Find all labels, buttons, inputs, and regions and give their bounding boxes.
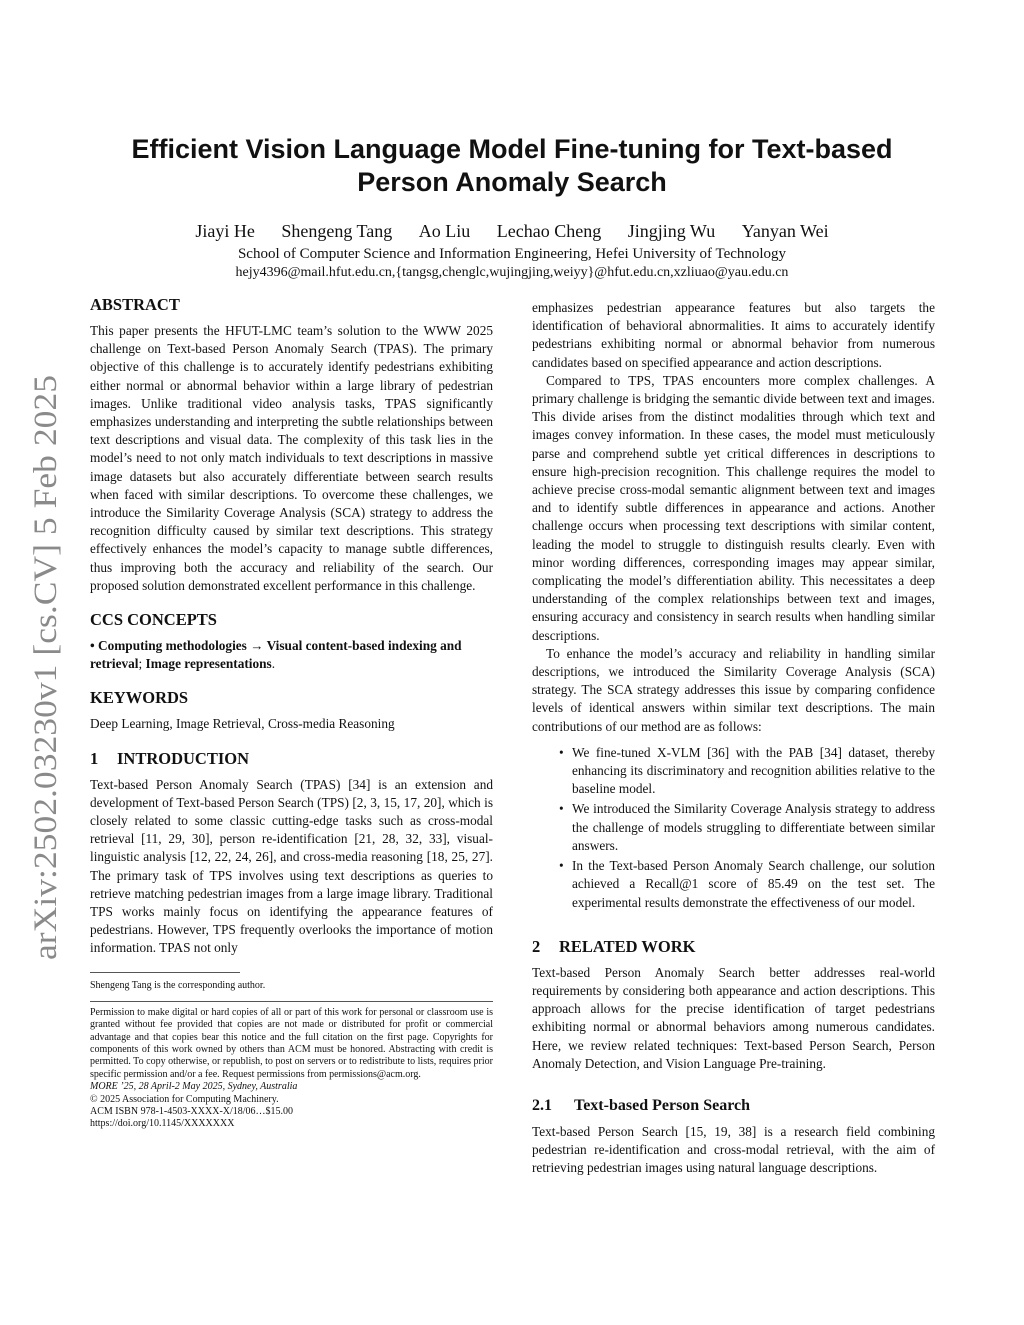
author-name: Lechao Cheng <box>496 221 602 241</box>
section-number: 1 <box>90 748 99 768</box>
right-column <box>532 299 935 1178</box>
subsection-title: Text-based Person Search <box>574 1096 750 1114</box>
author-emails: hejy4396@mail.hfut.edu.cn,{tangsg,chenglc,wujingjing,weiyy}@hfut.edu.cn,xzliuao@yau.edu.cn <box>235 265 789 280</box>
isbn-line: ACM ISBN 978-1-4503-XXXX-X/18/06…$15.00 <box>90 1105 294 1117</box>
section-title: INTRODUCTION <box>117 748 250 768</box>
related-work-heading <box>532 936 935 958</box>
author-name: Jingjing Wu <box>627 221 716 241</box>
ccs-separator: ; <box>138 656 143 672</box>
list-item: • We introduced the Similarity Coverage Analysis strategy to address the challenge of models struggling to differentiate between similar answers. <box>572 800 935 855</box>
author-name: Ao Liu <box>418 221 471 241</box>
ccs-term: Visual content-based indexing and retrieval <box>90 638 462 672</box>
ccs-end: . <box>271 656 276 672</box>
ccs-heading: CCS CONCEPTS <box>90 610 217 630</box>
ccs-concepts <box>90 637 493 673</box>
author-name: Yanyan Wei <box>741 221 829 241</box>
intro-paragraph-2: Compared to TPS, TPAS encounters more complex challenges. A primary challenge is bridging the semantic divide between text and images. This divide arises from the distinct modalities through which text and images convey information. In these cases, the model must meticulously parse and comprehend subtle yet critical differences in descriptions to ensure high-precision recognition. This challenge requires the model to achieve precise cross-modal semantic alignment between text and images and to identify subtle differences in appearance and actions. Another challenge occurs when processing text descriptions with similar content, leading the model to struggle to distinguish results clearly. Even with minor wording differences, corresponding images may appear similar, complicating the model’s differentiation ability. This necessitates a deep understanding of the complex relationships between text and images, ensuring accuracy and consistency in search results when handling similar descriptions. <box>532 372 935 643</box>
author-name: Shengeng Tang <box>281 221 393 241</box>
affiliation: School of Computer Science and Information Engineering, Hefei University of Technology <box>237 246 787 262</box>
intro-paragraph-3: To enhance the model’s accuracy and reliability in handling similar descriptions, we introduced the Similarity Coverage Analysis (SCA) strategy. The SCA strategy addresses this issue by comparing confidence levels of identical answers within similar text descriptions. The main contributions of our method are as follows: <box>532 645 935 734</box>
corresponding-author-note: Shengeng Tang is the corresponding author. <box>90 979 266 991</box>
doi-link[interactable]: https://doi.org/10.1145/XXXXXXX <box>90 1118 235 1130</box>
intro-paragraph-1: Text-based Person Anomaly Search (TPAS) [34] is an extension and development of Text-based Person Search (TPS) [2, 3, 15, 17, 20], which is closely related to some classic cutting-edge tasks such as cross-modal retrieval [11, 29, 30], person re-identification [21, 28, 32, 33], visual-linguistic analysis [12, 22, 24, 26], and cross-media reasoning [18, 25, 27]. The primary task of TPS involves using text descriptions as queries to retrieve matching pedestrian images from a large image library. Traditional TPS works mainly focus on identifying the appearance features of pedestrians. However, TPS frequently overlooks the importance of motion information. TPAS not only <box>90 776 493 956</box>
intro-paragraph-1-continued: emphasizes pedestrian appearance features but also targets the identification of behavioral abnormalities. It aims to accurately identify pedestrians exhibiting normal or abnormal behavior from numerous candidates based on specified appearance and action descriptions. <box>532 300 935 370</box>
title-line-1: Efficient Vision Language Model Fine-tuning for Text-based <box>131 134 893 164</box>
subsection-heading <box>532 1095 935 1117</box>
copyright-line: © 2025 Association for Computing Machinery. <box>90 1093 279 1105</box>
list-item: • We fine-tuned X-VLM [36] with the PAB [34] dataset, thereby enhancing its discriminatory and recognition abilities relative to the baseline model. <box>572 744 935 799</box>
keywords-text: Deep Learning, Image Retrieval, Cross-media Reasoning <box>90 716 395 732</box>
left-column <box>90 294 493 1131</box>
ccs-term: Image representations <box>145 656 272 672</box>
abstract-heading: ABSTRACT <box>90 295 180 314</box>
contribution-list <box>532 744 935 912</box>
related-work-paragraph: Text-based Person Anomaly Search better addresses real-world requirements by considering both appearance and action descriptions. This approach allows for the precise identification of target pedestrians exhibiting normal or abnormal behaviors among numerous candidates. Here, we review related techniques: Text-based Person Search, Person Anomaly Detection, and Vision Language Pre-training. <box>532 964 935 1071</box>
section-number: 2 <box>532 936 541 956</box>
footnote-rule <box>90 972 240 973</box>
permission-rule <box>90 1001 493 1002</box>
arxiv-id-text: arXiv:2502.03230v1 [cs.CV] 5 Feb 2025 <box>28 417 64 960</box>
keywords-heading: KEYWORDS <box>90 688 189 708</box>
section-title: RELATED WORK <box>559 936 696 956</box>
subsection-number: 2.1 <box>532 1096 552 1114</box>
paper-title <box>90 133 934 199</box>
permission-notice: Permission to make digital or hard copies of all or part of this work for personal or classroom use is granted without fee provided that copies are not made or distributed for profit or commercial advantage and that copies bear this notice and the full citation on the first page. Copyrights for components of this work owned by others than ACM must be honored. Abstracting with credit is permitted. To copy otherwise, or republish, to post on servers or to redistribute to lists, requires prior specific permission and/or a fee. Request permissions from permissions@acm.org. <box>90 1006 493 1080</box>
list-item: • In the Text-based Person Anomaly Search challenge, our solution achieved a Recall@1 score of 85.49 on the test set. The experimental results demonstrate the effectiveness of our model. <box>572 857 935 912</box>
title-line-2: Person Anomaly Search <box>357 167 667 197</box>
ccs-bullet: • <box>90 638 95 654</box>
arxiv-stamp <box>12 360 72 960</box>
conference-info: MORE ’25, 28 April-2 May 2025, Sydney, Australia <box>90 1081 298 1093</box>
ccs-term: Computing methodologies <box>97 638 247 654</box>
ccs-arrow: → <box>250 638 264 654</box>
abstract-text: This paper presents the HFUT-LMC team’s solution to the WWW 2025 challenge on Text-based Person Anomaly Search (TPAS). The primary objective of this challenge is to accurately identify pedestrians exhibiting either normal or abnormal behavior within a large library of pedestrian images. Unlike traditional video analysis tasks, TPAS significantly emphasizes understanding and interpreting the subtle relationships between text descriptions and visual data. The complexity of this task lies in the model’s need to not only match individuals to text descriptions in massive image datasets but also accurately differentiate between search results when faced with similar descriptions. To overcome these challenges, we introduce the Similarity Coverage Analysis (SCA) strategy to address the recognition difficulty caused by similar text descriptions. This strategy effectively enhances the model’s capacity to manage subtle differences, thus improving both the accuracy and reliability of the search. Our proposed solution demonstrated excellent performance in this challenge. <box>90 323 493 593</box>
tps-paragraph: Text-based Person Search [15, 19, 38] is a research field combining pedestrian re-identification and cross-modal retrieval, with the aim of retrieving pedestrian images using natural language descriptions. <box>532 1123 935 1176</box>
author-list <box>90 219 934 243</box>
author-name: Jiayi He <box>195 221 255 241</box>
intro-heading <box>90 748 493 770</box>
